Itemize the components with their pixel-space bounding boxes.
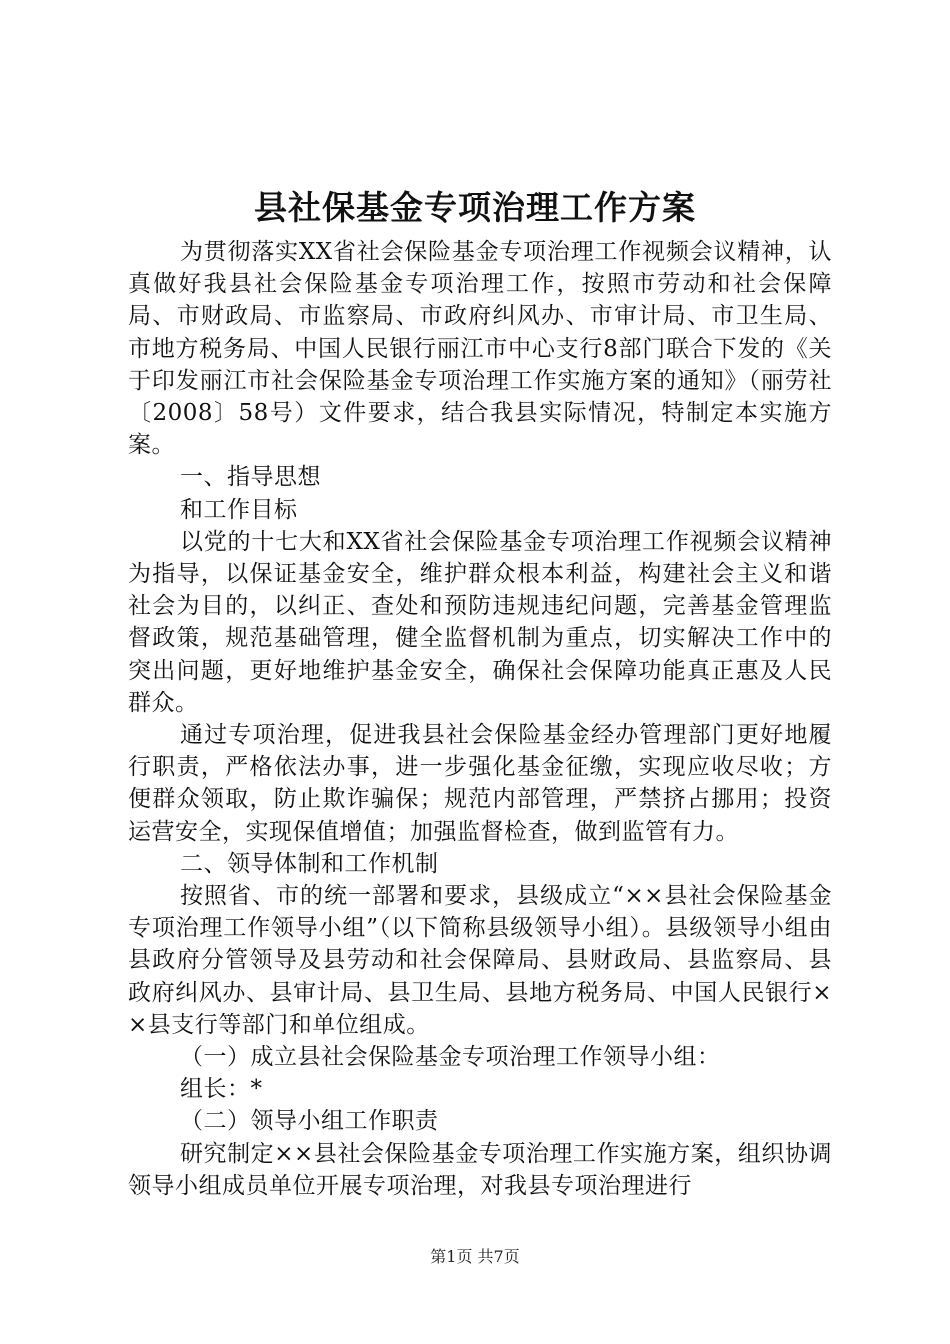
paragraph-guiding-principles: 以党的十七大和XX省社会保险基金专项治理工作视频会议精神为指导，以保证基金安全，维护群众根本利益，构建社会主义和谐社会为目的，以纠正、查处和预防违规违纪问题，完善基金管理监督政策，规范基础管理，健全监督机制为重点，切实解决工作中的突出问题，更好地维护基金安全，确保社会保障功能真正惠及人民群众。 xyxy=(128,528,832,716)
section-heading-leadership: 二、领导体制和工作机制 xyxy=(180,850,439,877)
paragraph-leadership-group: 按照省、市的统一部署和要求，县级成立“××县社会保险基金专项治理工作领导小组”（以下简称县级领导小组）。县级领导小组由县政府分管领导及县劳动和社会保障局、县财政局、县监察局、县政府纠风办、县审计局、县卫生局、县地方税务局、中国人民银行××县支行等部门和单位组成。 xyxy=(128,883,832,1038)
document-title: 县社保基金专项治理工作方案 xyxy=(254,188,696,227)
paragraph-duties: 研究制定××县社会保险基金专项治理工作实施方案，组织协调领导小组成员单位开展专项治理，对我县专项治理进行 xyxy=(128,1140,832,1199)
subheading-establish-group: （一）成立县社会保险基金专项治理工作领导小组： xyxy=(180,1044,721,1071)
paragraph-intro: 为贯彻落实XX省社会保险基金专项治理工作视频会议精神，认真做好我县社会保险基金专项治理工作，按照市劳动和社会保障局、市财政局、市监察局、市政府纠风办、市审计局、市卫生局、市地方税务局、中国人民银行丽江市中心支行8部门联合下发的《关于印发丽江市社会保险基金专项治理工作实施方案的通知》（丽劳社〔2008〕58号）文件要求，结合我县实际情况，特制定本实施方案。 xyxy=(128,239,832,459)
document-body xyxy=(128,236,832,1202)
subheading-group-duties: （二）领导小组工作职责 xyxy=(180,1108,439,1135)
paragraph-objectives: 通过专项治理，促进我县社会保险基金经办管理部门更好地履行职责，严格依法办事，进一步强化基金征缴，实现应收尽收；方便群众领取，防止欺诈骗保；规范内部管理，严禁挤占挪用；投资运营安全，实现保值增值；加强监督检查，做到监管有力。 xyxy=(128,722,832,845)
section-heading-guiding-thought: 一、指导思想 xyxy=(180,464,321,491)
page-number-footer: 第1页 共7页 xyxy=(430,1247,520,1266)
section-heading-work-goals: 和工作目标 xyxy=(180,496,298,523)
paragraph-group-leader: 组长：* xyxy=(180,1076,263,1103)
